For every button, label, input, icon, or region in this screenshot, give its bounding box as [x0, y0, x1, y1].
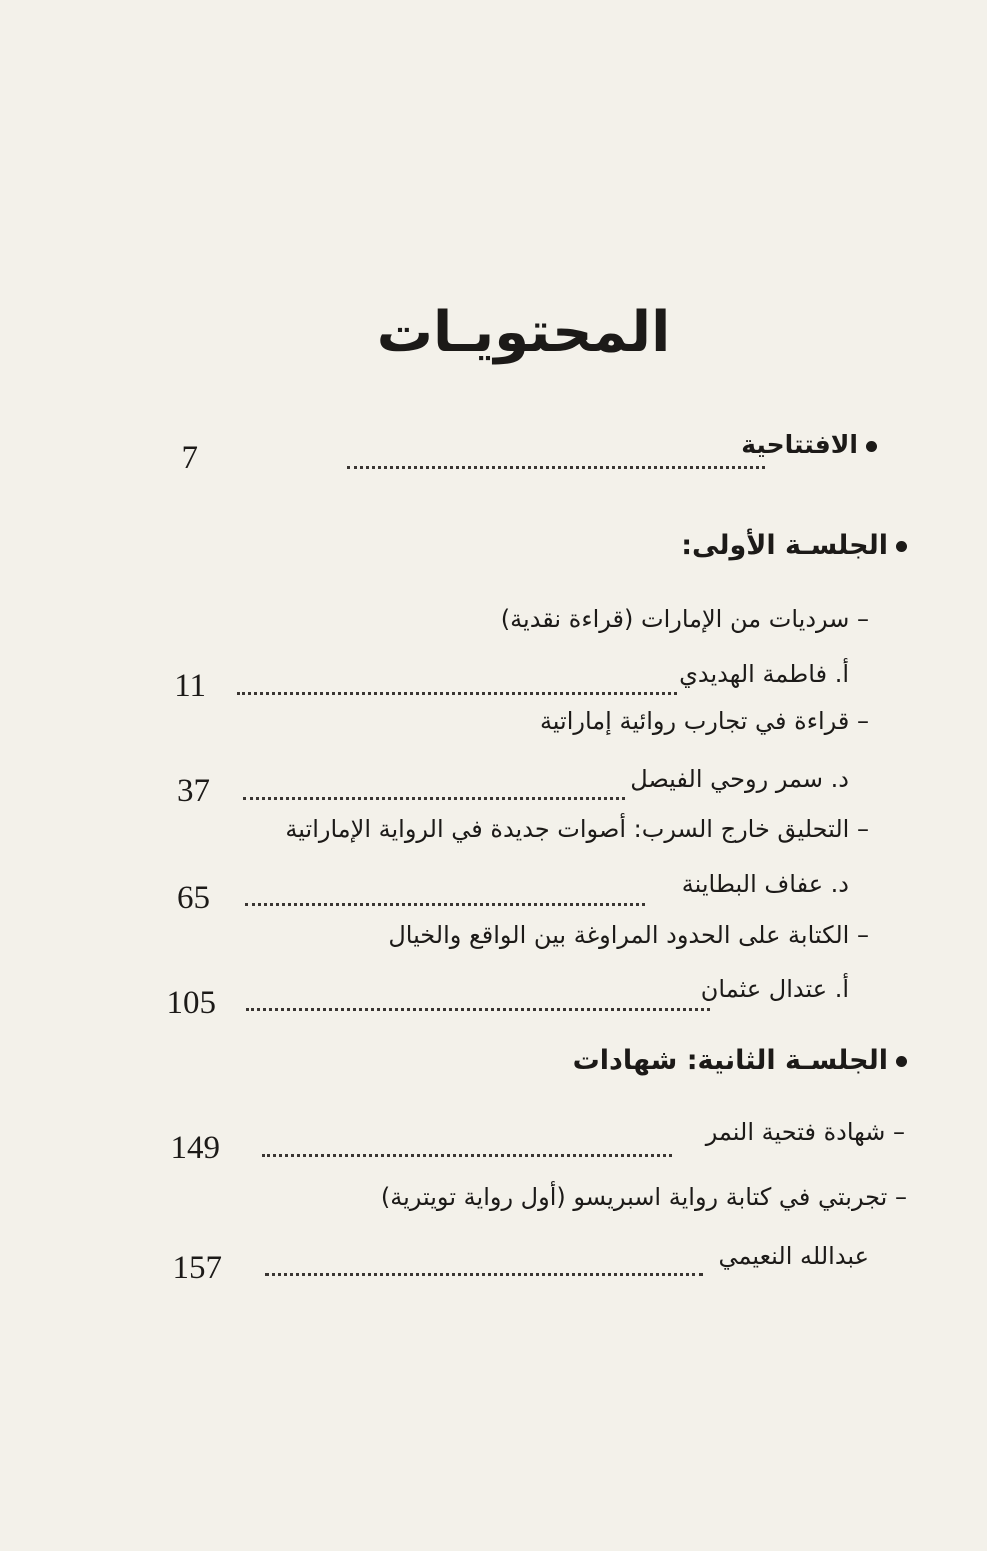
toc-entry-author: أ. فاطمة الهديدي — [679, 660, 849, 688]
entry-title-text: سرديات من الإمارات (قراءة نقدية) — [500, 605, 850, 633]
page-number: 11 — [174, 668, 206, 704]
dash-marker: – — [857, 707, 869, 735]
toc-entry-author: عبدالله النعيمي — [718, 1242, 869, 1270]
session-heading-label: الجلسـة الثانية: شهادات — [572, 1045, 888, 1076]
dot-leader — [262, 1154, 672, 1157]
page-number: 37 — [177, 773, 210, 809]
page-number: 149 — [170, 1130, 220, 1166]
entry-title-text: الكتابة على الحدود المراوغة بين الواقع والخيال — [388, 921, 850, 949]
session-heading-1 — [681, 530, 907, 561]
dot-leader — [265, 1273, 703, 1276]
entry-title-text: قراءة في تجارب روائية إماراتية — [539, 707, 850, 735]
dot-leader — [245, 903, 645, 906]
dot-leader — [237, 692, 677, 695]
bullet-icon — [896, 1056, 907, 1067]
toc-entry-author: د. سمر روحي الفيصل — [630, 765, 849, 793]
page-number: 7 — [181, 440, 198, 476]
toc-entry-title — [706, 1118, 905, 1146]
entry-title-text: تجربتي في كتابة رواية اسبريسو (أول رواية تويترية) — [380, 1183, 888, 1211]
page-number: 157 — [172, 1250, 222, 1286]
toc-entry-label: الافتتاحية — [741, 430, 858, 459]
toc-entry-title — [269, 812, 869, 847]
dot-leader — [243, 797, 625, 800]
toc-entry-title — [349, 918, 869, 953]
entry-title-text: التحليق خارج السرب: أصوات جديدة في الرواية الإماراتية — [285, 815, 850, 843]
page-number: 105 — [166, 985, 216, 1021]
page-title: المحتويـات — [376, 300, 671, 365]
toc-entry-title — [501, 605, 869, 633]
dash-marker: – — [857, 815, 869, 843]
bullet-icon — [896, 541, 907, 552]
session-heading-2 — [573, 1045, 907, 1076]
toc-entry-title — [540, 707, 869, 735]
toc-entry-author: د. عفاف البطاينة — [681, 870, 849, 898]
toc-entry-author: أ. عتدال عثمان — [700, 975, 849, 1003]
page-number: 65 — [177, 880, 210, 916]
session-heading-label: الجلسـة الأولى: — [681, 530, 888, 561]
dash-marker: – — [857, 605, 869, 633]
toc-entry-title — [381, 1183, 907, 1211]
dot-leader — [347, 466, 765, 469]
dot-leader — [246, 1008, 710, 1011]
toc-entry-opening — [741, 430, 877, 459]
dash-marker: – — [857, 921, 869, 949]
bullet-icon — [866, 441, 877, 452]
dash-marker: – — [895, 1183, 907, 1211]
entry-title-text: شهادة فتحية النمر — [705, 1118, 886, 1146]
dash-marker: – — [893, 1118, 905, 1146]
